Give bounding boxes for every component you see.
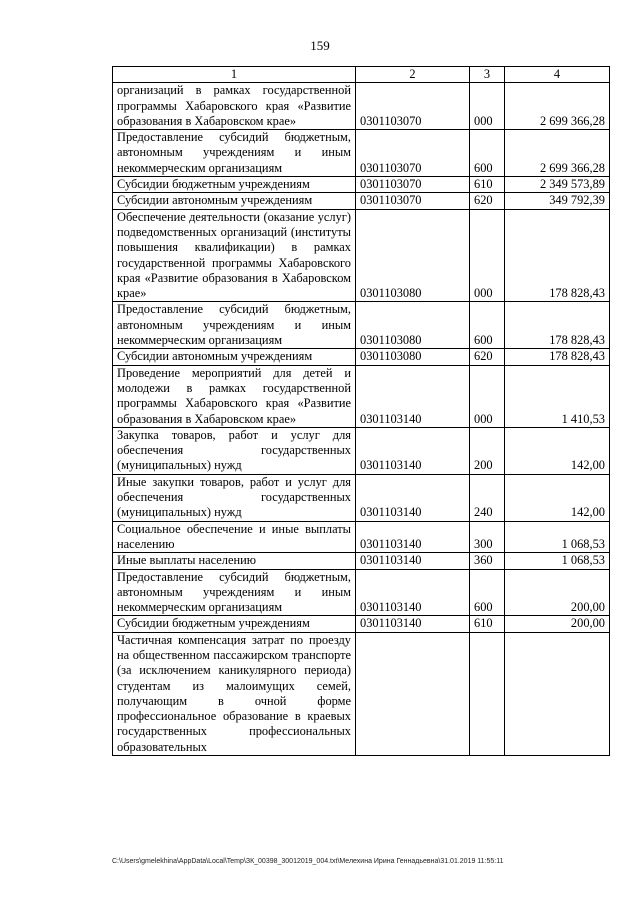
row-name-cell: Субсидии автономным учреждениям bbox=[113, 193, 356, 209]
row-type-cell: 610 bbox=[470, 177, 505, 193]
row-code-cell: 0301103070 bbox=[356, 130, 470, 177]
row-type-cell bbox=[470, 632, 505, 755]
row-sum-cell: 2 699 366,28 bbox=[505, 130, 610, 177]
row-name-cell: организаций в рамках государственной программы Хабаровского края «Развитие образования в Хабаровском крае» bbox=[113, 83, 356, 130]
row-code-cell: 0301103070 bbox=[356, 193, 470, 209]
row-sum-cell: 178 828,43 bbox=[505, 209, 610, 302]
row-code-cell: 0301103140 bbox=[356, 474, 470, 521]
row-type-cell: 240 bbox=[470, 474, 505, 521]
row-sum-cell: 2 349 573,89 bbox=[505, 177, 610, 193]
row-name-cell: Иные выплаты населению bbox=[113, 553, 356, 569]
row-code-cell: 0301103140 bbox=[356, 365, 470, 427]
row-name-cell: Предоставление субсидий бюджетным, автономным учреждениям и иным некоммерческим организациям bbox=[113, 569, 356, 616]
table-row bbox=[113, 474, 610, 521]
row-sum-cell: 178 828,43 bbox=[505, 302, 610, 349]
row-type-cell: 360 bbox=[470, 553, 505, 569]
row-name-cell: Иные закупки товаров, работ и услуг для обеспечения государственных (муниципальных) нужд bbox=[113, 474, 356, 521]
row-type-cell: 000 bbox=[470, 365, 505, 427]
table-row bbox=[113, 349, 610, 365]
header-col-3: 3 bbox=[470, 67, 505, 83]
table-row bbox=[113, 302, 610, 349]
table-row bbox=[113, 569, 610, 616]
row-name-cell: Закупка товаров, работ и услуг для обеспечения государственных (муниципальных) нужд bbox=[113, 427, 356, 474]
budget-table bbox=[112, 66, 610, 756]
row-sum-cell: 200,00 bbox=[505, 616, 610, 632]
row-type-cell: 620 bbox=[470, 193, 505, 209]
row-sum-cell: 1 068,53 bbox=[505, 521, 610, 553]
row-type-cell: 300 bbox=[470, 521, 505, 553]
header-col-4: 4 bbox=[505, 67, 610, 83]
table-row bbox=[113, 83, 610, 130]
table-row bbox=[113, 209, 610, 302]
row-name-cell: Субсидии бюджетным учреждениям bbox=[113, 177, 356, 193]
row-type-cell: 600 bbox=[470, 130, 505, 177]
row-code-cell: 0301103080 bbox=[356, 302, 470, 349]
file-path-footer: C:\Users\gmelekhina\AppData\Local\Temp\ЗК_00398_30012019_004.txt\Мелехина Ирина Геннадьевна\31.01.2019 11:55:11 bbox=[112, 858, 504, 865]
table-header-row bbox=[113, 67, 610, 83]
table-row bbox=[113, 130, 610, 177]
header-col-2: 2 bbox=[356, 67, 470, 83]
row-type-cell: 600 bbox=[470, 569, 505, 616]
row-type-cell: 000 bbox=[470, 209, 505, 302]
row-name-cell: Субсидии автономным учреждениям bbox=[113, 349, 356, 365]
table-row bbox=[113, 427, 610, 474]
row-code-cell: 0301103140 bbox=[356, 569, 470, 616]
row-code-cell: 0301103140 bbox=[356, 553, 470, 569]
row-type-cell: 620 bbox=[470, 349, 505, 365]
row-code-cell: 0301103140 bbox=[356, 521, 470, 553]
row-code-cell: 0301103140 bbox=[356, 616, 470, 632]
row-sum-cell: 1 068,53 bbox=[505, 553, 610, 569]
row-type-cell: 610 bbox=[470, 616, 505, 632]
table-row bbox=[113, 521, 610, 553]
row-sum-cell: 200,00 bbox=[505, 569, 610, 616]
row-code-cell bbox=[356, 632, 470, 755]
row-type-cell: 600 bbox=[470, 302, 505, 349]
row-sum-cell: 178 828,43 bbox=[505, 349, 610, 365]
row-name-cell: Частичная компенсация затрат по проезду на общественном пассажирском транспорте (за исключением каникулярного периода) студентам из малоимущих семей, получающим в очной форме профессиональное образование в краевых государственных профессиональных образовательных bbox=[113, 632, 356, 755]
table-row bbox=[113, 616, 610, 632]
table-row bbox=[113, 177, 610, 193]
row-name-cell: Проведение мероприятий для детей и молодежи в рамках государственной программы Хабаровского края «Развитие образования в Хабаровском крае» bbox=[113, 365, 356, 427]
table-row bbox=[113, 553, 610, 569]
row-sum-cell: 1 410,53 bbox=[505, 365, 610, 427]
table-row bbox=[113, 365, 610, 427]
row-sum-cell: 349 792,39 bbox=[505, 193, 610, 209]
row-code-cell: 0301103070 bbox=[356, 177, 470, 193]
row-sum-cell bbox=[505, 632, 610, 755]
row-name-cell: Предоставление субсидий бюджетным, автономным учреждениям и иным некоммерческим организациям bbox=[113, 302, 356, 349]
row-name-cell: Предоставление субсидий бюджетным, автономным учреждениям и иным некоммерческим организациям bbox=[113, 130, 356, 177]
row-code-cell: 0301103140 bbox=[356, 427, 470, 474]
page-number: 159 bbox=[310, 38, 330, 53]
row-code-cell: 0301103080 bbox=[356, 209, 470, 302]
row-sum-cell: 2 699 366,28 bbox=[505, 83, 610, 130]
row-sum-cell: 142,00 bbox=[505, 427, 610, 474]
row-type-cell: 200 bbox=[470, 427, 505, 474]
row-name-cell: Обеспечение деятельности (оказание услуг) подведомственных организаций (институты повышения квалификации) в рамках государственной программы Хабаровского края «Развитие образования в Хабаровском крае» bbox=[113, 209, 356, 302]
row-name-cell: Социальное обеспечение и иные выплаты населению bbox=[113, 521, 356, 553]
table-row bbox=[113, 632, 610, 755]
table-row bbox=[113, 193, 610, 209]
row-sum-cell: 142,00 bbox=[505, 474, 610, 521]
header-col-1: 1 bbox=[113, 67, 356, 83]
row-code-cell: 0301103070 bbox=[356, 83, 470, 130]
row-type-cell: 000 bbox=[470, 83, 505, 130]
row-code-cell: 0301103080 bbox=[356, 349, 470, 365]
row-name-cell: Субсидии бюджетным учреждениям bbox=[113, 616, 356, 632]
